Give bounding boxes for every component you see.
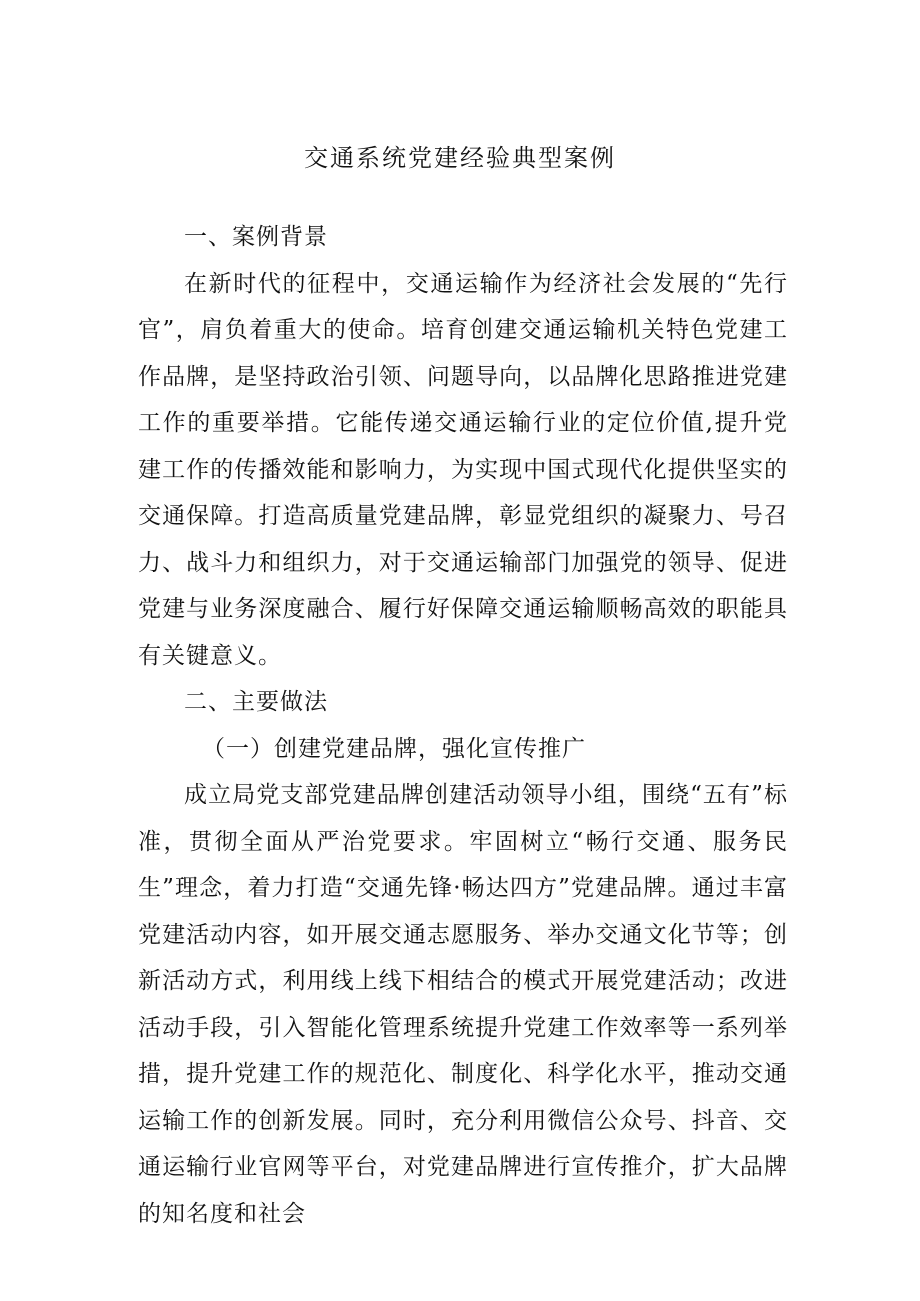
subsection-heading-brand: （一）创建党建品牌，强化宣传推广	[202, 735, 586, 762]
section-heading-methods: 二、主要做法	[184, 689, 328, 715]
paragraph-background: 在新时代的征程中，交通运输作为经济社会发展的“先行官”，肩负着重大的使命。培育创建交通运输机关特色党建工作品牌，是坚持政治引领、问题导向，以品牌化思路推进党建工作的重要举措。它能传递交通运输行业的定位价值,提升党建工作的传播效能和影响力，为实现中国式现代化提供坚实的交通保障。打造高质量党建品牌，彰显党组织的凝聚力、号召力、战斗力和组织力，对于交通运输部门加强党的领导、促进党建与业务深度融合、履行好保障交通运输顺畅高效的职能具有关键意义。	[138, 270, 788, 669]
section-heading-background: 一、案例背景	[184, 224, 328, 250]
document-body	[138, 214, 788, 1237]
paragraph-brand: 成立局党支部党建品牌创建活动领导小组，围绕“五有”标准，贯彻全面从严治党要求。牢固树立“畅行交通、服务民生”理念，着力打造“交通先锋·畅达四方”党建品牌。通过丰富党建活动内容，如开展交通志愿服务、举办交通文化节等；创新活动方式，利用线上线下相结合的模式开展党建活动；改进活动手段，引入智能化管理系统提升党建工作效率等一系列举措，提升党建工作的规范化、制度化、科学化水平，推动交通运输工作的创新发展。同时，充分利用微信公众号、抖音、交通运输行业官网等平台，对党建品牌进行宣传推介，扩大品牌的知名度和社会	[138, 782, 788, 1227]
document-title: 交通系统党建经验典型案例	[304, 144, 616, 172]
